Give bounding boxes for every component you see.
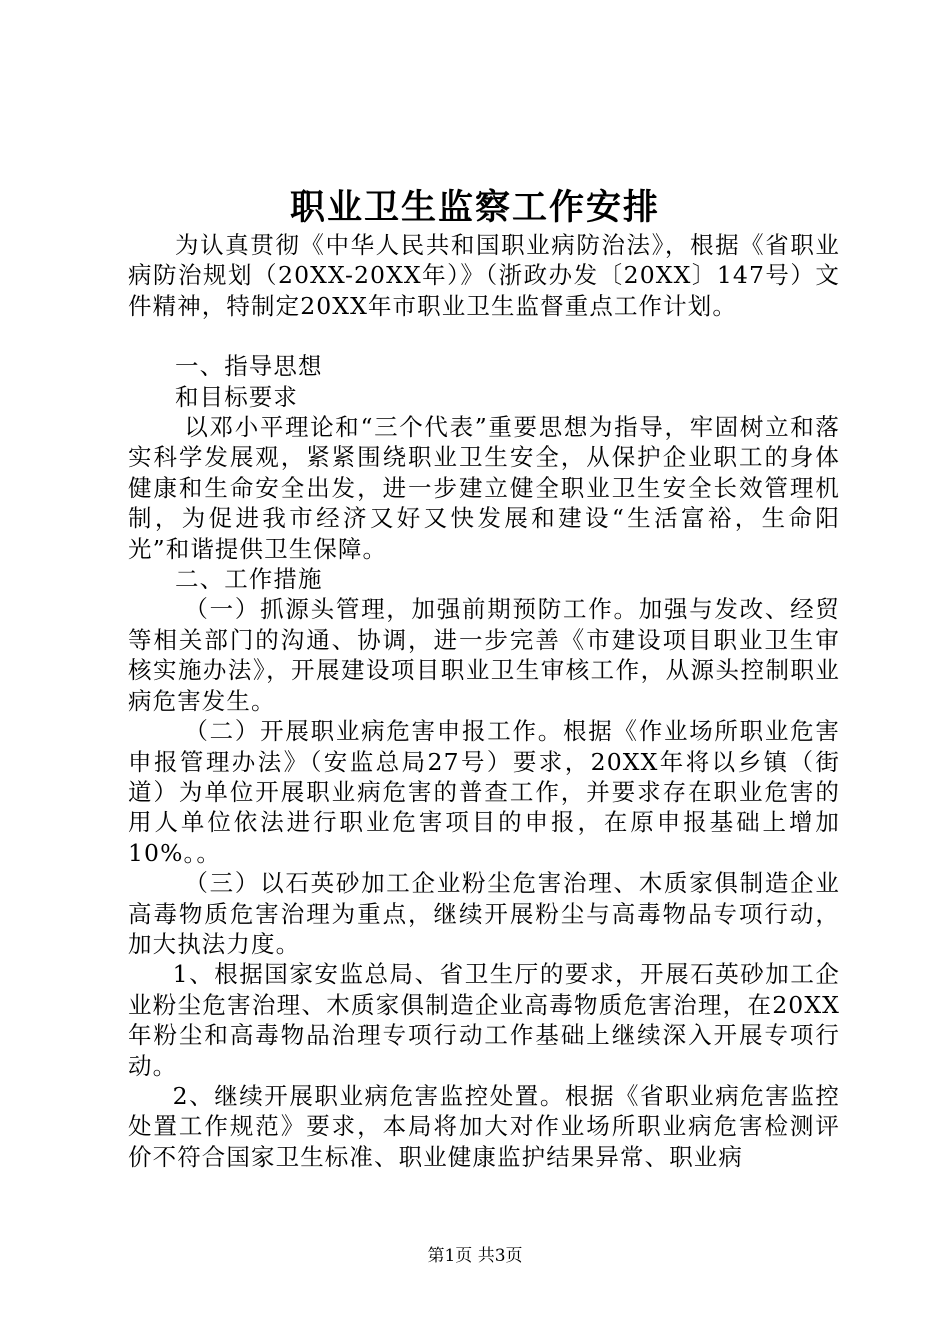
paragraph-gap (128, 321, 840, 351)
section-heading-1: 一、指导思想 (175, 352, 323, 381)
document-body (128, 230, 840, 1172)
measure-1-paragraph: （一）抓源头管理，加强前期预防工作。加强与发改、经贸等相关部门的沟通、协调，进一步完善《市建设项目职业卫生审核实施办法》，开展建设项目职业卫生审核工作，从源头控制职业病危害发生。 (128, 595, 840, 715)
item-1-paragraph: 1、根据国家安监总局、省卫生厅的要求，开展石英砂加工企业粉尘危害治理、木质家俱制造企业高毒物质危害治理，在20XX年粉尘和高毒物品治理专项行动工作基础上继续深入开展专项行动。 (128, 960, 840, 1080)
guiding-paragraph: 以邓小平理论和“三个代表”重要思想为指导，牢固树立和落实科学发展观，紧紧围绕职业卫生安全，从保护企业职工的身体健康和生命安全出发，进一步建立健全职业卫生安全长效管理机制，为促进我市经济又好又快发展和建设“生活富裕，生命阳光”和谐提供卫生保障。 (128, 413, 840, 563)
document-title: 职业卫生监察工作安排 (289, 187, 660, 228)
measure-2-paragraph: （二）开展职业病危害申报工作。根据《作业场所职业危害申报管理办法》（安监总局27号）要求，20XX年将以乡镇（街道）为单位开展职业病危害的普查工作，并要求存在职业危害的用人单位依法进行职业危害项目的申报，在原申报基础上增加10%。。 (128, 717, 840, 867)
item-2-paragraph: 2、继续开展职业病危害监控处置。根据《省职业病危害监控处置工作规范》要求，本局将加大对作业场所职业病危害检测评价不符合国家卫生标准、职业健康监护结果异常、职业病 (128, 1081, 840, 1171)
page-footer: 第1页 共3页 (427, 1246, 523, 1266)
intro-paragraph: 为认真贯彻《中华人民共和国职业病防治法》，根据《省职业病防治规划（20XX-20XX年）》（浙政办发〔20XX〕147号）文件精神，特制定20XX年市职业卫生监督重点工作计划。 (128, 231, 840, 320)
measure-3-paragraph: （三）以石英砂加工企业粉尘危害治理、木质家俱制造企业高毒物质危害治理为重点，继续开展粉尘与高毒物品专项行动，加大执法力度。 (128, 869, 840, 958)
section-heading-2: 二、工作措施 (175, 565, 323, 594)
section-heading-1-continued: 和目标要求 (175, 382, 298, 411)
